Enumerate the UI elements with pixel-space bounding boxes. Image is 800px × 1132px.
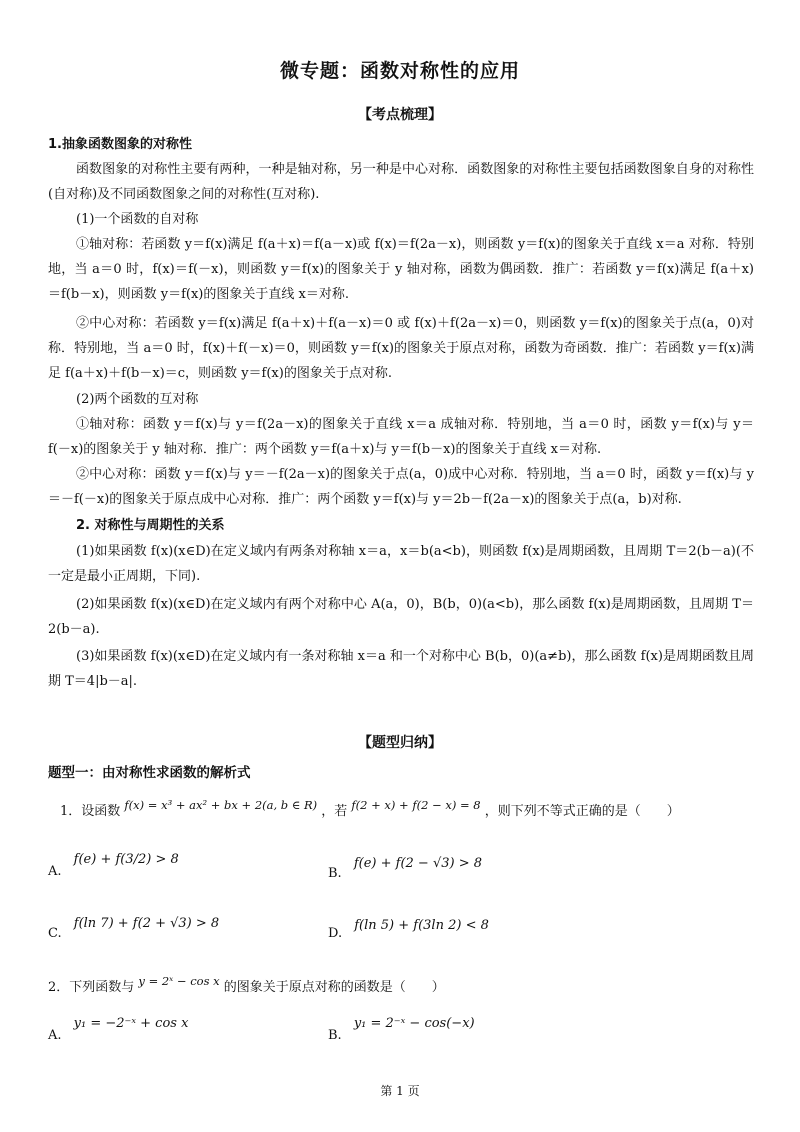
question-2 [48, 970, 445, 999]
page-title: 微专题：函数对称性的应用 [279, 60, 520, 82]
theory-mutual-center: ②中心对称：函数 y＝f(x)与 y＝－f(2a－x)的图象关于点(a，0)成中心对称．特别地，当 a＝0 时，函数 y＝f(x)与 y＝－f(－x)的图象关于原点成中心对称．推广：两个函数 y＝f(x)与 y＝2b－f(2a－x)的图象关于点(a，b)对称. [48, 467, 754, 507]
option-formula: f(ln 7) + f(2 + √3) > 8 [73, 916, 220, 931]
option-formula: y₁ = 2⁻ˣ − cos(−x) [353, 1016, 475, 1031]
theory-period-3: (3)如果函数 f(x)(x∈D)在定义域内有一条对称轴 x＝a 和一个对称中心 B(b，0)(a≠b)，那么函数 f(x)是周期函数且周期 T＝4|b－a|. [48, 649, 754, 689]
theory-heading-self-symmetry: (1)一个函数的自对称 [76, 212, 199, 227]
section-heading-question-types: 【题型归纳】 [358, 735, 442, 751]
section-heading-key-points: 【考点梳理】 [358, 107, 442, 123]
theory-heading-mutual-symmetry: (2)两个函数的互对称 [76, 392, 199, 407]
question-2-formula: y = 2ˣ − cos x [138, 974, 220, 988]
theory-center-symmetry: ②中心对称：若函数 y＝f(x)满足 f(a＋x)＋f(a－x)＝0 或 f(x)＋f(2a－x)＝0，则函数 y＝f(x)的图象关于点(a，0)对称．特别地，当 a＝0 时，f(x)＋f(－x)＝0，则函数 y＝f(x)的图象关于原点对称，函数为奇函数．推广：若函数 y＝f(x)满足 f(a＋x)＋f(b－x)＝c，则函数 y＝f(x)的图象关于点对称. [48, 316, 754, 381]
option-letter: C. [48, 926, 62, 941]
theory-paragraph-1: 函数图象的对称性主要有两种，一种是轴对称，另一种是中心对称．函数图象的对称性主要包括函数图象自身的对称性(自对称)及不同函数图象之间的对称性(互对称). [48, 162, 754, 202]
question-type-1-heading: 题型一：由对称性求函数的解析式 [48, 765, 251, 781]
question-1-option-c[interactable] [48, 916, 219, 941]
option-formula: f(e) + f(3/2) > 8 [73, 852, 179, 867]
question-2-prefix: 2．下列函数与 [48, 980, 135, 995]
theory-axis-symmetry: ①轴对称：若函数 y＝f(x)满足 f(a＋x)＝f(a－x)或 f(x)＝f(2a－x)，则函数 y＝f(x)的图象关于直线 x＝a 对称．特别地，当 a＝0 时，f(x)＝f(－x)，则函数 y＝f(x)的图象关于 y 轴对称，函数为偶函数．推广：若函数 y＝f(x)满足 f(a＋x)＝f(b－x)，则函数 y＝f(x)的图象关于直线 x＝对称. [48, 237, 754, 302]
question-1-suffix: ，则下列不等式正确的是（ ） [484, 804, 680, 819]
question-1-prefix: 1．设函数 [60, 804, 121, 819]
option-letter: A. [48, 1028, 62, 1043]
option-formula: y₁ = −2⁻ˣ + cos x [73, 1016, 189, 1031]
option-letter: B. [328, 1028, 342, 1043]
question-1-option-d[interactable] [328, 918, 489, 941]
question-1-option-a[interactable] [48, 852, 179, 879]
option-letter: D. [328, 926, 343, 941]
option-letter: B. [328, 866, 342, 881]
question-1 [60, 794, 680, 823]
question-2-option-b[interactable] [328, 1016, 475, 1043]
theory-heading-periodicity: 2. 对称性与周期性的关系 [76, 518, 225, 533]
question-1-condition-formula: f(2 + x) + f(2 − x) = 8 [351, 798, 481, 812]
question-2-option-a[interactable] [48, 1016, 188, 1043]
question-1-option-b[interactable] [328, 856, 482, 881]
theory-period-1: (1)如果函数 f(x)(x∈D)在定义域内有两条对称轴 x＝a，x＝b(a<b)，则函数 f(x)是周期函数，且周期 T＝2(b－a)(不一定是最小正周期，下同). [48, 544, 754, 584]
question-2-suffix: 的图象关于原点对称的函数是（ ） [223, 980, 445, 995]
option-formula: f(ln 5) + f(3ln 2) < 8 [354, 918, 489, 933]
page-footer: 第 1 页 [380, 1084, 420, 1098]
theory-period-2: (2)如果函数 f(x)(x∈D)在定义域内有两个对称中心 A(a，0)，B(b，0)(a<b)，那么函数 f(x)是周期函数，且周期 T＝2(b－a). [48, 597, 754, 637]
theory-heading-1: 1.抽象函数图象的对称性 [48, 137, 192, 152]
theory-mutual-axis: ①轴对称：函数 y＝f(x)与 y＝f(2a－x)的图象关于直线 x＝a 成轴对称．特别地，当 a＝0 时，函数 y＝f(x)与 y＝f(－x)的图象关于 y 轴对称．推广：两个函数 y＝f(a＋x)与 y＝f(b－x)的图象关于直线 x＝对称. [48, 417, 754, 457]
option-letter: A. [48, 864, 62, 879]
option-formula: f(e) + f(2 − √3) > 8 [353, 856, 482, 871]
question-1-function-formula: f(x) = x³ + ax² + bx + 2(a, b ∈ R) [124, 798, 318, 812]
question-1-mid: ，若 [321, 804, 348, 819]
